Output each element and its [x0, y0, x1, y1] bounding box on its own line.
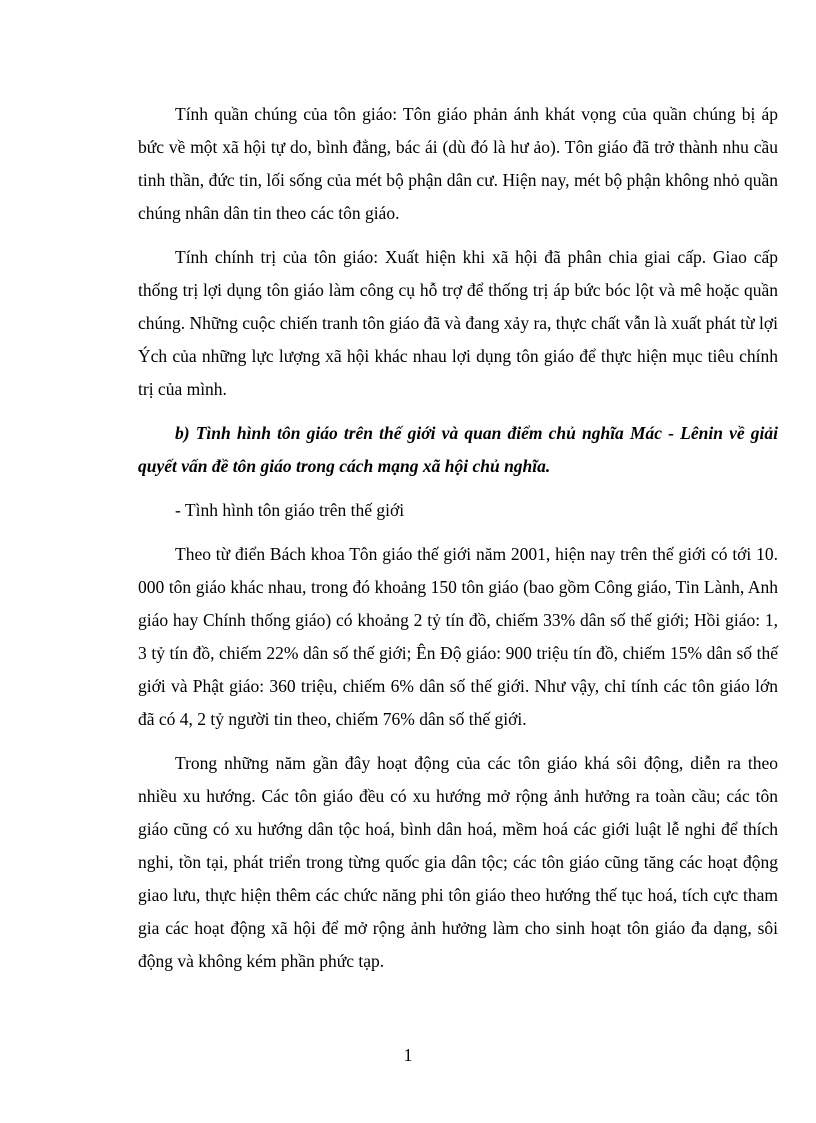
subheading-world-religion: - Tình hình tôn giáo trên thế giới: [175, 500, 405, 520]
page-body: [138, 98, 778, 989]
page-number: 1: [403, 1045, 413, 1065]
paragraph-statistics: Theo từ điển Bách khoa Tôn giáo thế giới năm 2001, hiện nay trên thế giới có tới 10. 000 tôn giáo khác nhau, trong đó khoảng 150 tôn giáo (bao gồm Công giáo, Tin Lành, Anh giáo hay Chính thống giáo) có khoảng 2 tỷ tín đồ, chiếm 33% dân số thế giới; Hồi giáo: 1, 3 tỷ tín đồ, chiếm 22% dân số thế giới; Ên Độ giáo: 900 triệu tín đồ, chiếm 15% dân số thế giới và Phật giáo: 360 triệu, chiếm 6% dân số thế giới. Như vậy, chỉ tính các tôn giáo lớn đã có 4, 2 tỷ người tin theo, chiếm 76% dân số thế giới.: [138, 544, 778, 729]
section-heading-b: b) Tình hình tôn giáo trên thế giới và quan điểm chủ nghĩa Mác - Lênin về giải quyết vấn đề tôn giáo trong cách mạng xã hội chủ nghĩa.: [138, 423, 778, 476]
paragraph-political-character: Tính chính trị của tôn giáo: Xuất hiện khi xã hội đã phân chia giai cấp. Giao cấp thống trị lợi dụng tôn giáo làm công cụ hỗ trợ để thống trị áp bức bóc lột và mê hoặc quần chúng. Những cuộc chiến tranh tôn giáo đã và đang xảy ra, thực chất vẫn là xuất phát từ lợi Ých của những lực lượng xã hội khác nhau lợi dụng tôn giáo để thực hiện mục tiêu chính trị của mình.: [138, 247, 778, 399]
paragraph-mass-character: Tính quần chúng của tôn giáo: Tôn giáo phản ánh khát vọng của quần chúng bị áp bức về một xã hội tự do, bình đẳng, bác ái (dù đó là hư ảo). Tôn giáo đã trở thành nhu cầu tinh thần, đức tin, lối sống của mét bộ phận dân cư. Hiện nay, mét bộ phận không nhỏ quần chúng nhân dân tin theo các tôn giáo.: [138, 104, 778, 223]
paragraph-trends: Trong những năm gần đây hoạt động của các tôn giáo khá sôi động, diễn ra theo nhiều xu hướng. Các tôn giáo đều có xu hướng mở rộng ảnh hưởng ra toàn cầu; các tôn giáo cũng có xu hướng dân tộc hoá, bình dân hoá, mềm hoá các giới luật lễ nghi để thích nghi, tồn tại, phát triển trong từng quốc gia dân tộc; các tôn giáo cũng tăng các hoạt động giao lưu, thực hiện thêm các chức năng phi tôn giáo theo hướng thế tục hoá, tích cực tham gia các hoạt động xã hội để mở rộng ảnh hưởng làm cho sinh hoạt tôn giáo đa dạng, sôi động và không kém phần phức tạp.: [138, 753, 778, 971]
